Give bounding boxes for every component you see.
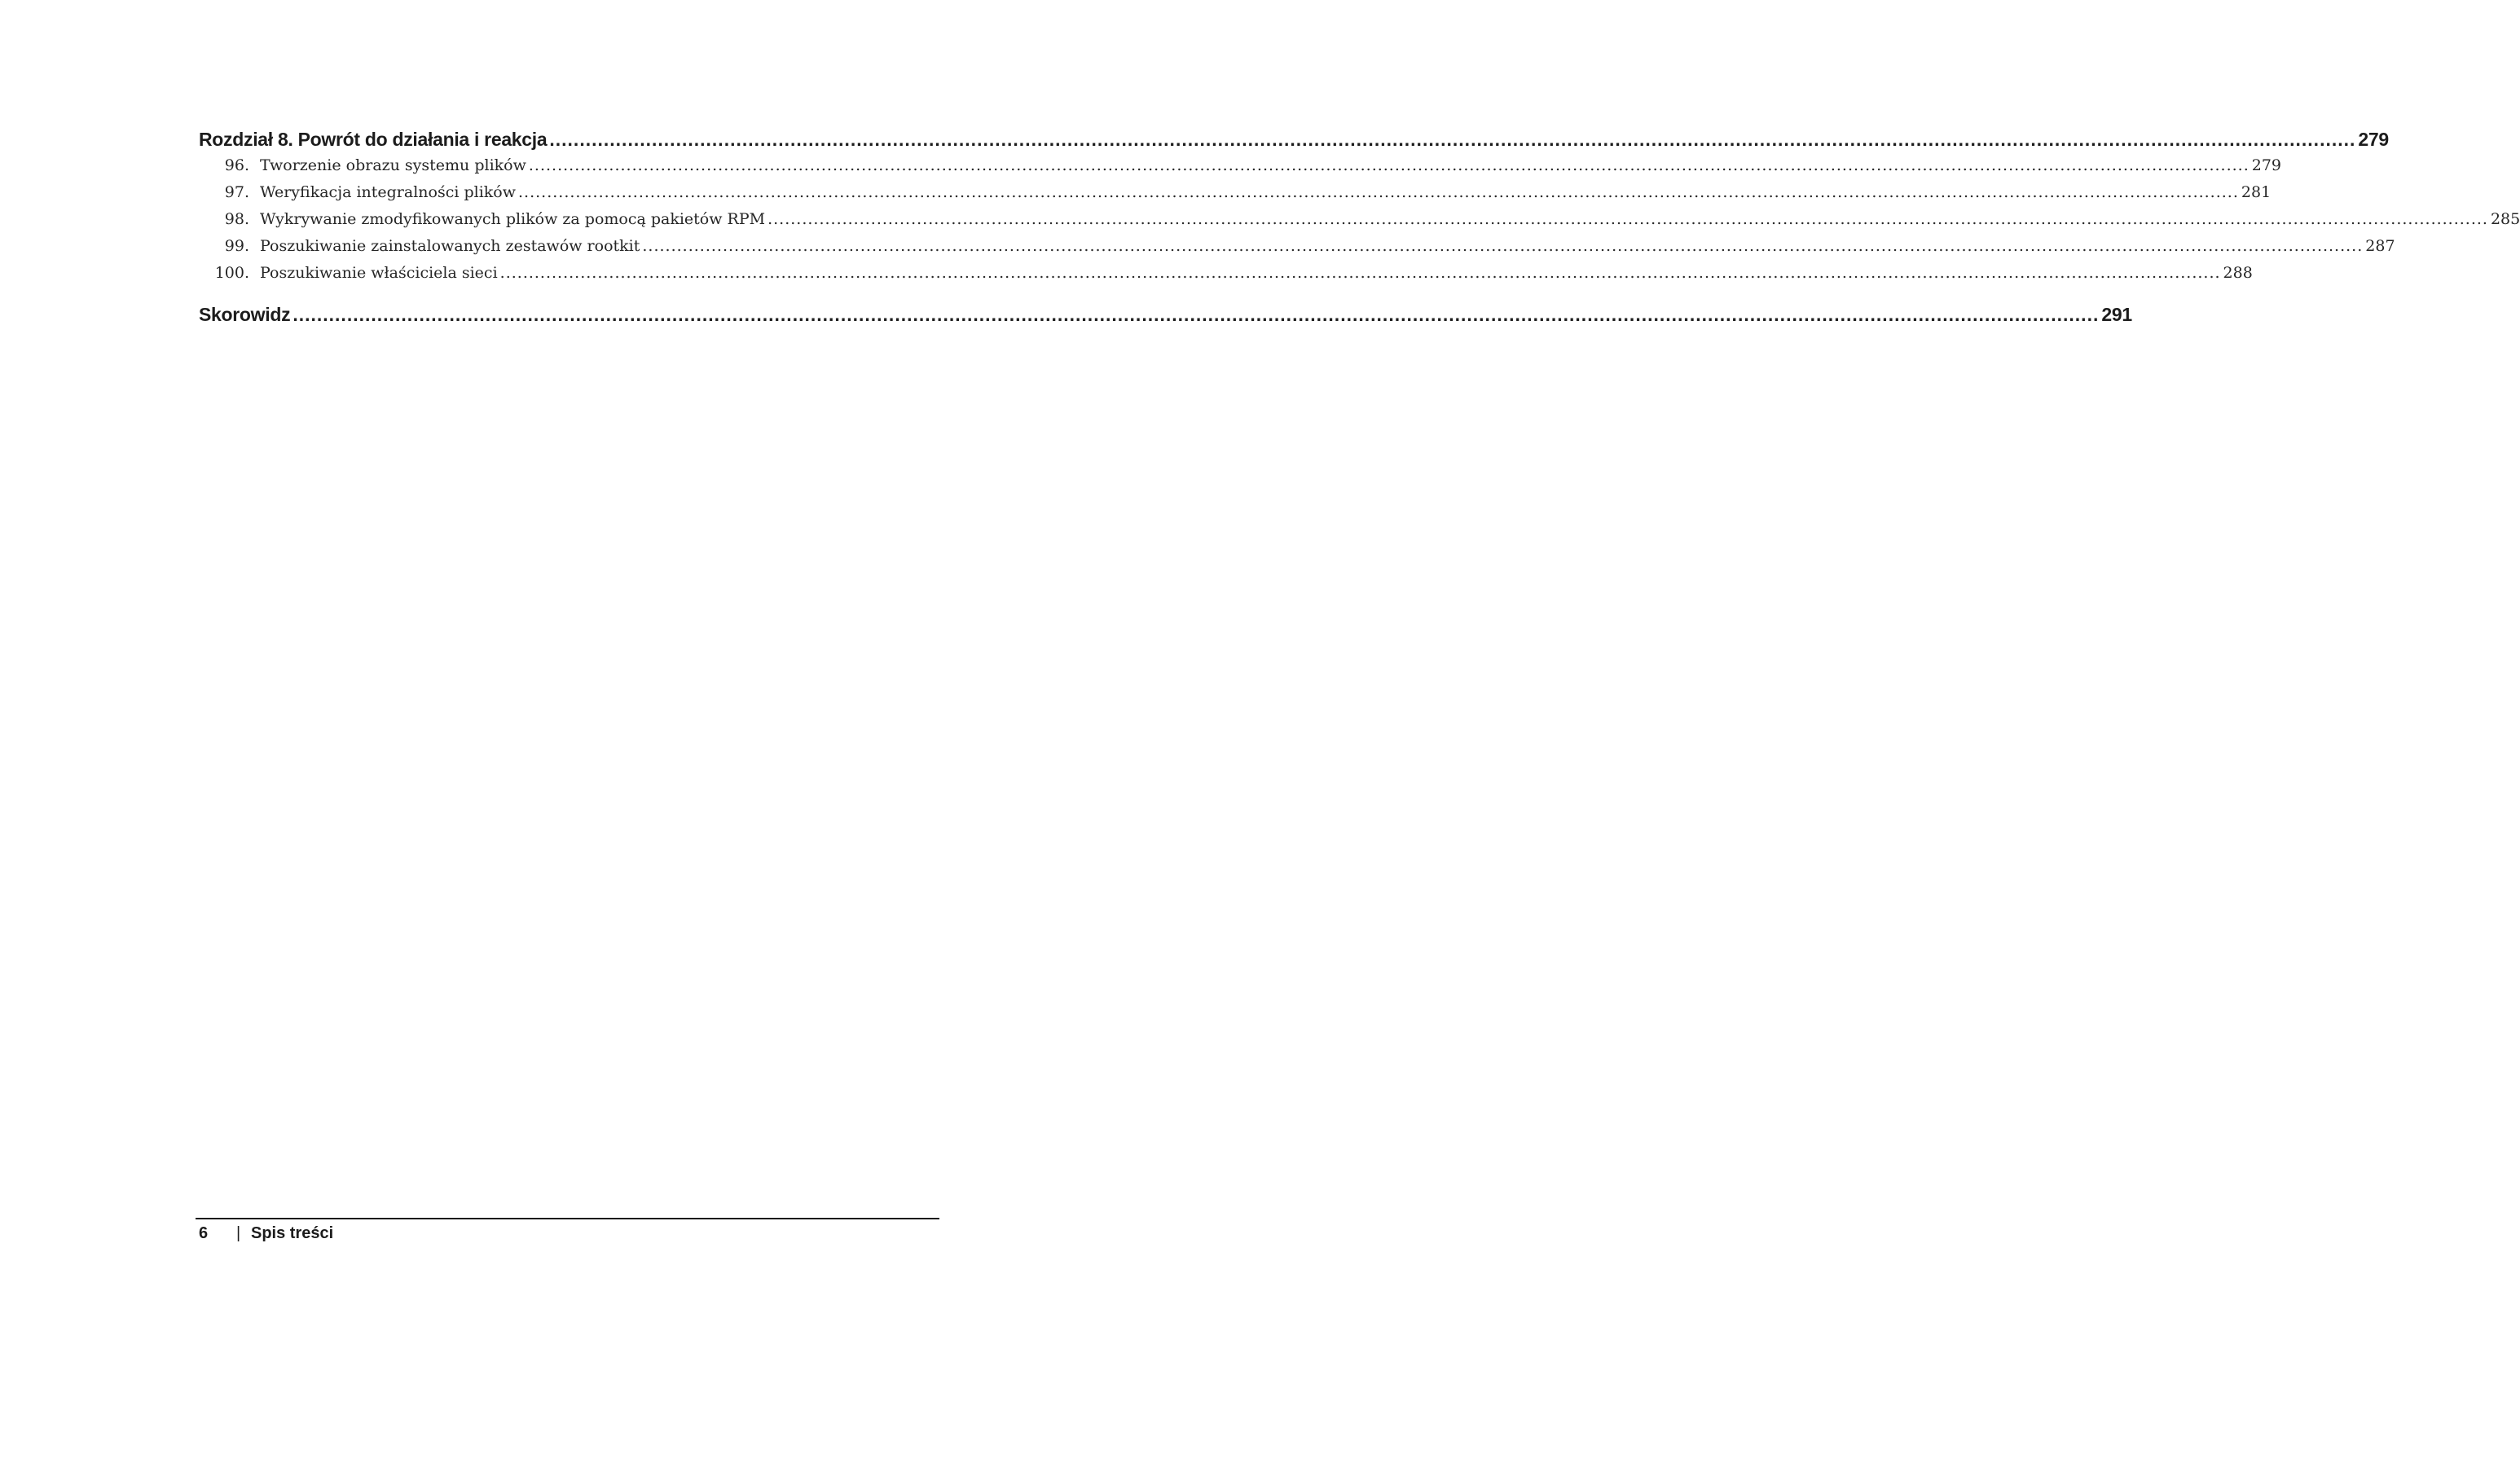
entry-number: 99. [224, 237, 249, 255]
entry-title: Tworzenie obrazu systemu plików [260, 156, 526, 174]
footer-rule [196, 1218, 939, 1219]
footer-section-title: Spis treści [251, 1224, 334, 1242]
footer-page-number: 6 [199, 1224, 209, 1242]
index-title: Skorowidz [199, 304, 291, 325]
entry-title: Wykrywanie zmodyfikowanych plików za pomocą pakietów RPM [260, 210, 766, 228]
entry-number: 97. [224, 183, 249, 201]
dot-leader: ............................................................................................................................................................................................................................................................................................................ [642, 237, 2364, 255]
entry-page: 285 [2490, 210, 2520, 228]
spacer [199, 291, 935, 304]
toc-entry[interactable] [199, 237, 2395, 264]
entry-number: 98. [224, 210, 249, 228]
dot-leader: ............................................................................................................................................................................................................................................................................................................ [518, 183, 2239, 201]
entry-page: 287 [2365, 237, 2395, 255]
entry-title: Poszukiwanie właściciela sieci [260, 264, 498, 282]
index-page: 291 [2101, 304, 2132, 325]
dot-leader: ............................................................................................................................................................................................................................................................................................................ [767, 210, 2488, 228]
entry-page: 279 [2251, 156, 2282, 174]
entry-page: 288 [2223, 264, 2253, 282]
dot-leader: ............................................................................................................................................................................................................................................................................................................ [528, 156, 2250, 174]
entry-number: 100. [214, 264, 249, 282]
chapter-page: 279 [2358, 129, 2389, 150]
entry-page: 281 [2241, 183, 2272, 201]
chapter-title: Rozdział 8. Powrót do działania i reakcja [199, 129, 548, 150]
dot-leader: ............................................................................................................................................................................................................................................................................................................ [499, 264, 2221, 282]
dot-leader: ............................................................................................................................................................................................................................................................................................................ [292, 304, 2100, 325]
toc-entry[interactable] [199, 264, 2253, 291]
toc-entry[interactable] [199, 210, 2520, 237]
dot-leader: ............................................................................................................................................................................................................................................................................................................ [549, 129, 2356, 150]
toc-entry[interactable] [199, 183, 2272, 210]
entry-title: Poszukiwanie zainstalowanych zestawów rootkit [260, 237, 640, 255]
toc-entry[interactable] [199, 156, 2282, 183]
footer-separator: | [236, 1224, 241, 1242]
entry-number: 96. [224, 156, 249, 174]
table-of-contents [199, 129, 2520, 332]
toc-index[interactable] [199, 304, 2132, 332]
page-footer [199, 1224, 688, 1243]
entry-title: Weryfikacja integralności plików [260, 183, 517, 201]
toc-chapter-8[interactable] [199, 129, 2389, 156]
